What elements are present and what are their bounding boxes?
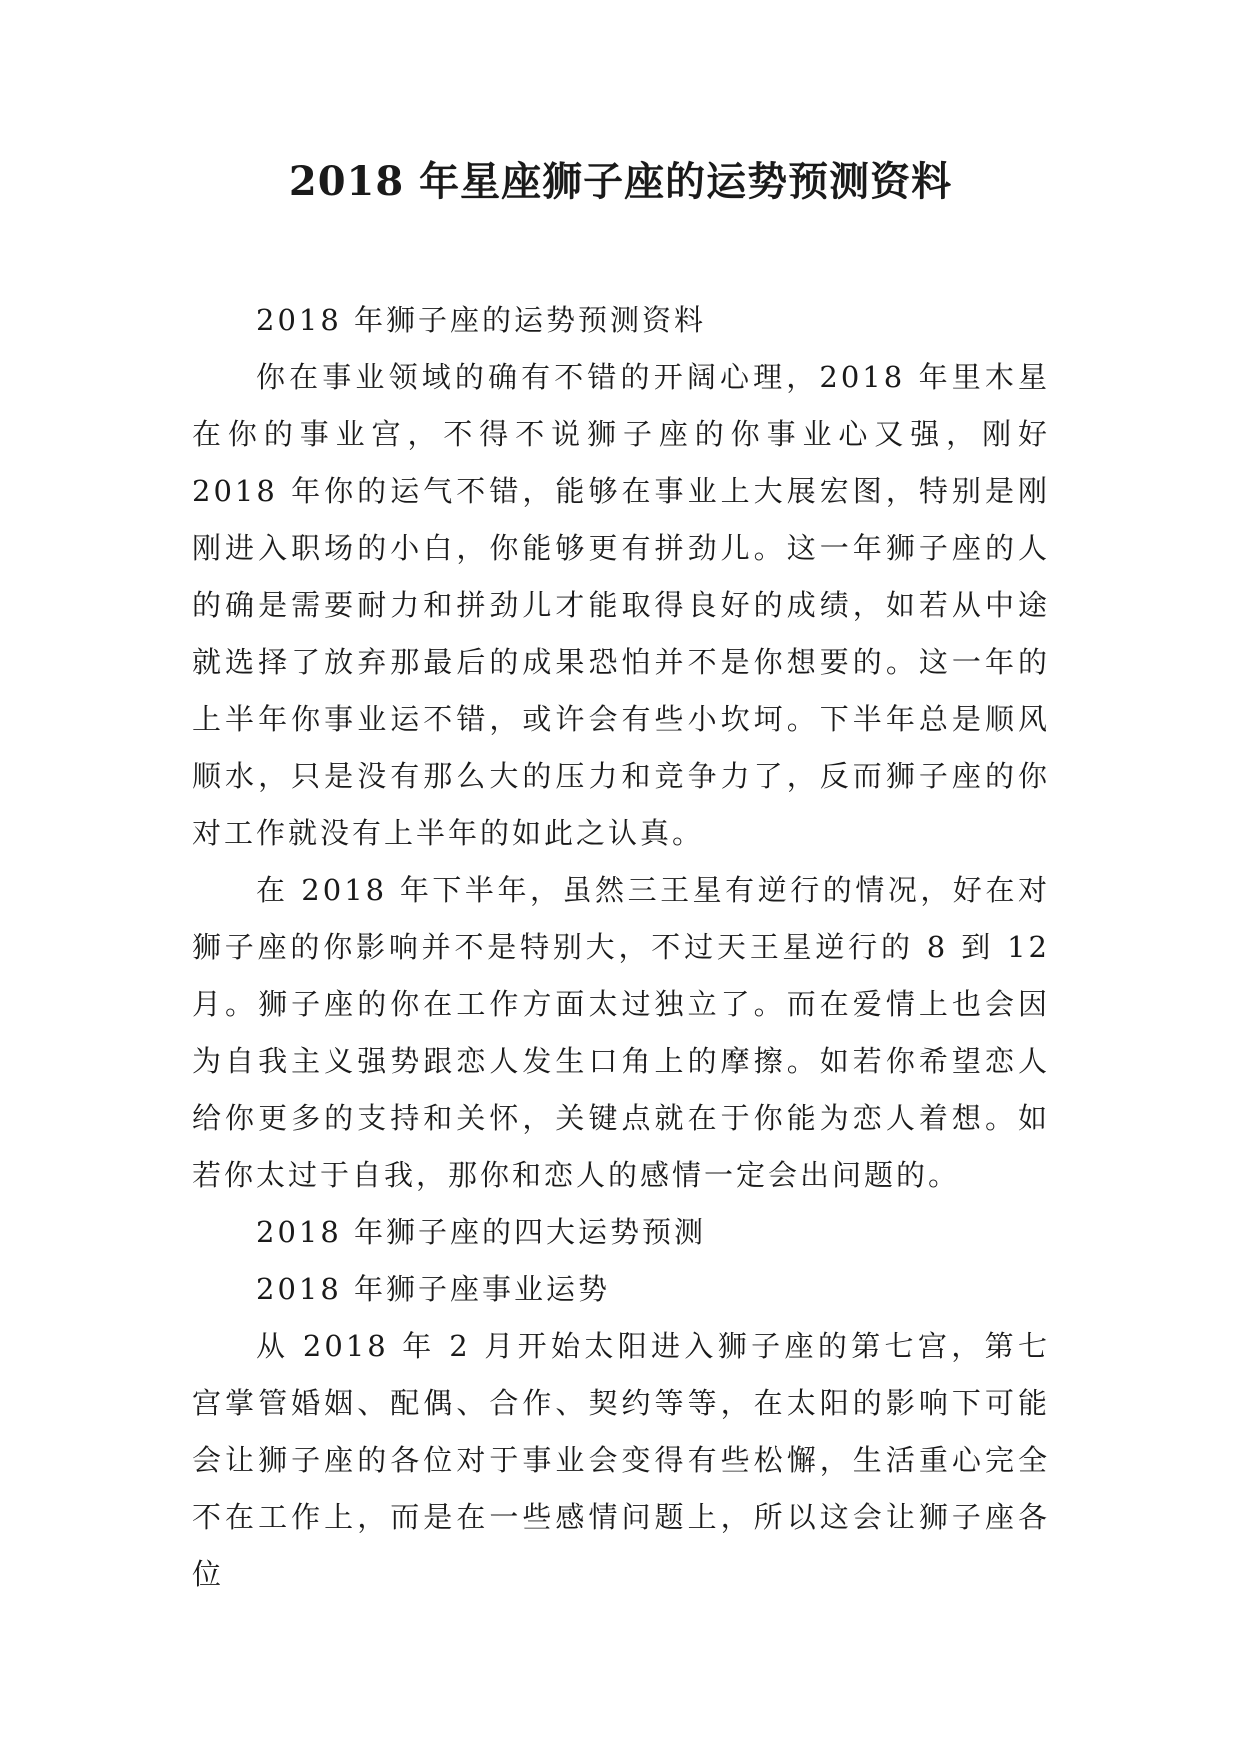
paragraph-career-detail: 从 2018 年 2 月开始太阳进入狮子座的第七宫，第七宫掌管婚姻、配偶、合作、契约等等，在太阳的影响下可能会让狮子座的各位对于事业会变得有些松懈，生活重心完全不在工作上，而是在一些感情问题上，所以这会让狮子座各位 (192, 1329, 1050, 1591)
paragraph-subtitle: 2018 年狮子座的运势预测资料 (256, 303, 707, 337)
paragraph-career-heading: 2018 年狮子座事业运势 (256, 1272, 611, 1306)
paragraph-second-half: 在 2018 年下半年，虽然三王星有逆行的情况，好在对狮子座的你影响并不是特别大，不过天王星逆行的 8 到 12 月。狮子座的你在工作方面太过独立了。而在爱情上也会因为自我主义强势跟恋人发生口角上的摩擦。如若你希望恋人给你更多的支持和关怀，关键点就在于你能为恋人着想。如若你太过于自我，那你和恋人的感情一定会出问题的。 (192, 873, 1050, 1192)
paragraph-career-overview: 你在事业领域的确有不错的开阔心理，2018 年里木星在你的事业宫，不得不说狮子座的你事业心又强，刚好 2018 年你的运气不错，能够在事业上大展宏图，特别是刚刚进入职场的小白，你能够更有拼劲儿。这一年狮子座的人的确是需要耐力和拼劲儿才能取得良好的成绩，如若从中途就选择了放弃那最后的成果恐怕并不是你想要的。这一年的上半年你事业运不错，或许会有些小坎坷。下半年总是顺风顺水，只是没有那么大的压力和竞争力了，反而狮子座的你对工作就没有上半年的如此之认真。 (192, 360, 1050, 850)
document-title: 2018 年星座狮子座的运势预测资料 (288, 158, 953, 205)
paragraph-section-heading: 2018 年狮子座的四大运势预测 (256, 1215, 707, 1249)
document-body (192, 292, 1050, 1603)
